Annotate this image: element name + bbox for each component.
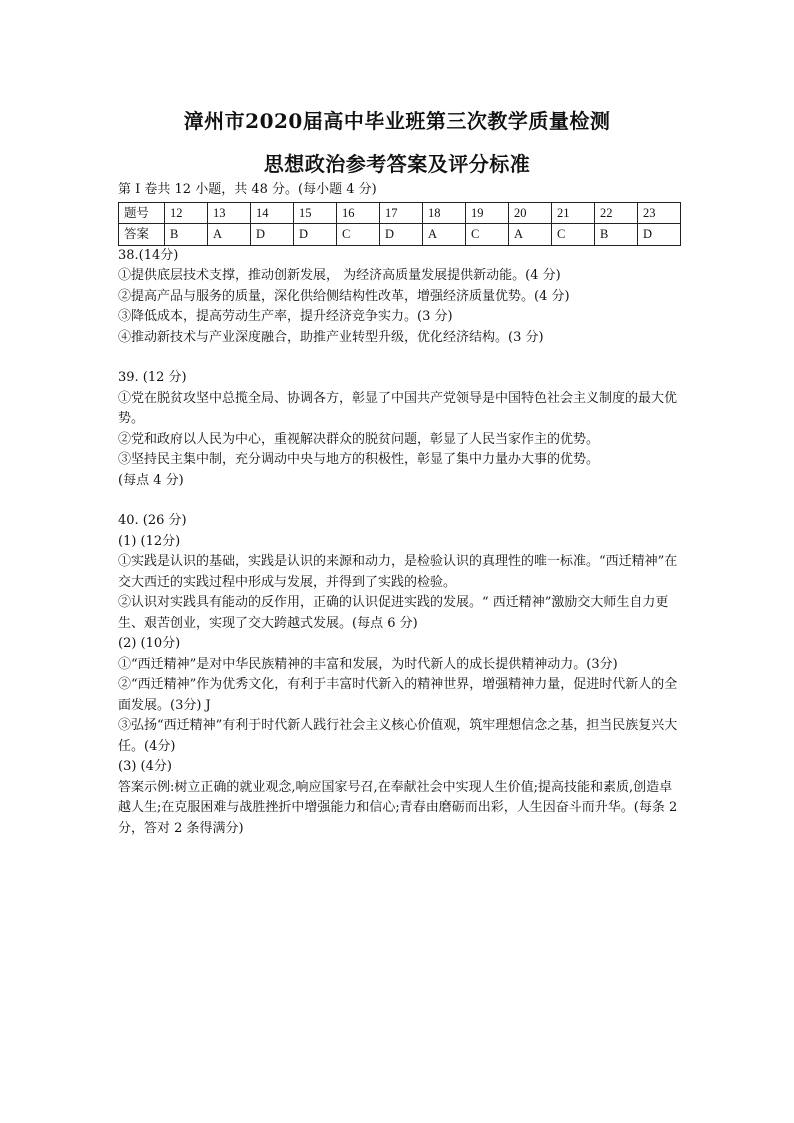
- table-cell: 12: [165, 202, 208, 224]
- table-cell: 14: [251, 202, 294, 224]
- q39-point: ①党在脱贫攻坚中总揽全局、协调各方，彰显了中国共产党领导是中国特色社会主义制度的最大优势。: [118, 390, 678, 426]
- q38-point: ②提高产品与服务的质量，深化供给侧结构性改革，增强经济质量优势。(4 分): [118, 288, 570, 304]
- table-cell: C: [337, 224, 380, 246]
- table-cell: 13: [208, 202, 251, 224]
- table-cell: B: [165, 224, 208, 246]
- q38-point: ④推动新技术与产业深度融合，助推产业转型升级，优化经济结构。(3 分): [118, 329, 544, 345]
- q40-part1-heading: (1) (12分): [118, 533, 181, 549]
- table-cell: D: [380, 224, 423, 246]
- table-cell: C: [552, 224, 595, 246]
- q40-part2-point: ②“西迁精神”作为优秀文化，有利于丰富时代新入的精神世界，增强精神力量，促进时代新人的全面发展。(3分) J: [118, 677, 678, 713]
- table-cell: C: [466, 224, 509, 246]
- table-cell: 17: [380, 202, 423, 224]
- document-subtitle: 思想政治参考答案及评分标准: [263, 152, 531, 176]
- table-cell: 19: [466, 202, 509, 224]
- q40-part2-point: ③弘扬“西迁精神”有利于时代新人践行社会主义核心价值观，筑牢理想信念之基，担当民族复兴大任。(4分): [118, 718, 678, 754]
- table-cell: D: [638, 224, 681, 246]
- q40-part2-heading: (2) (10分): [118, 636, 181, 651]
- spacer: [118, 491, 678, 511]
- q39-point: ②党和政府以人民为中心，重视解决群众的脱贫问题，彰显了人民当家作主的优势。: [118, 431, 600, 447]
- table-row-numbers: [119, 202, 681, 224]
- document-body: [118, 180, 678, 839]
- q40-part2-point: ①“西迁精神”是对中华民族精神的丰富和发展，为时代新人的成长提供精神动力。(3分): [118, 656, 618, 672]
- table-cell: 15: [294, 202, 337, 224]
- section1-intro: 第 I 卷共 12 小题，共 48 分。(每小题 4 分): [118, 182, 377, 197]
- table-cell: 16: [337, 202, 380, 224]
- q40-part1-point: ②认识对实践具有能动的反作用，正确的认识促进实践的发展。“ 西迁精神”激励交大师生自力更生、艰苦创业，实现了交大跨越式发展。(每点 6 分): [118, 595, 669, 631]
- table-cell: A: [423, 224, 466, 246]
- table-cell: 20: [509, 202, 552, 224]
- table-row-label: 答案: [119, 224, 165, 246]
- spacer: [118, 348, 678, 368]
- document-title: 漳州市2020届高中毕业班第三次教学质量检测: [183, 109, 611, 133]
- q40-heading: 40. (26 分): [118, 513, 187, 528]
- q39-point: ③坚持民主集中制，充分调动中央与地方的积极性，彰显了集中力量办大事的优势。: [118, 452, 600, 467]
- table-cell: D: [251, 224, 294, 246]
- table-cell: D: [294, 224, 337, 246]
- answer-table: [118, 202, 681, 246]
- table-cell: 22: [595, 202, 638, 224]
- table-cell: 18: [423, 202, 466, 224]
- table-cell: 23: [638, 202, 681, 224]
- q38-point: ③降低成本，提高劳动生产率，提升经济竞争实力。(3 分): [118, 309, 453, 324]
- table-row-label: 题号: [119, 202, 165, 224]
- q40-part1-point: ①实践是认识的基础，实践是认识的来源和动力，是检验认识的真理性的唯一标准。“西迁精神”在交大西迁的实践过程中形成与发展，并得到了实践的检验。: [118, 554, 678, 590]
- table-cell: 21: [552, 202, 595, 224]
- table-row-answers: [119, 224, 681, 246]
- q40-part3-heading: (3) (4分): [118, 759, 172, 774]
- table-cell: A: [208, 224, 251, 246]
- q40-part3-answer: 答案示例:树立正确的就业观念,响应国家号召,在奉献社会中实现人生价值;提高技能和素质,创造卓越人生;在克服困难与战胜挫折中增强能力和信心;青春由磨砺而出彩，人生因奋斗而升华。(每条 2 分，答对 2 条得满分): [118, 779, 678, 836]
- q39-heading: 39. (12 分): [118, 370, 187, 385]
- q39-scoring-note: (每点 4 分): [118, 472, 184, 488]
- table-cell: A: [509, 224, 552, 246]
- table-cell: B: [595, 224, 638, 246]
- q38-heading: 38.(14分): [118, 247, 179, 263]
- q38-point: ①提供底层技术支撑，推动创新发展， 为经济高质量发展提供新动能。(4 分): [118, 268, 561, 283]
